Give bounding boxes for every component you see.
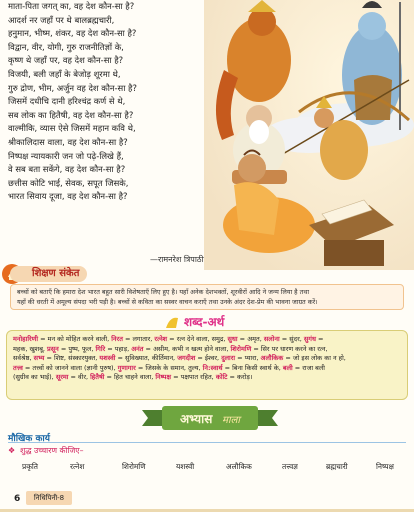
glossary-meaning: = लगातार, [122,335,155,343]
poem-line: आदर्श नर जहाँ पर थे बालब्रह्मचारी, [8,14,115,25]
glossary-meaning: = हित चाहने वाला, [104,373,156,381]
glossary-line [13,354,401,364]
glossary-meaning: = पक्षपात रहित, [171,373,216,381]
glossary-word: नि:स्वार्थ [202,363,223,372]
glossary-meaning: महक, खुशबू, [13,344,48,353]
glossary-meaning: = ईश्वर, [195,354,222,362]
shikshan-sanket-title: शिक्षण संकेत [10,266,87,282]
glossary-meaning: = [315,335,324,343]
poem-author: —रामनरेश त्रिपाठी [150,255,204,264]
glossary-meaning: = असीम, कभी न खत्म होने वाला, [143,344,231,353]
poem-line: हनुमान, भीष्म, शंकर, वह देश कौन-सा है? [8,28,137,39]
poem-line: विद्वान, वीर, योगी, गुरु राजनीतिज्ञों के, [8,41,124,52]
glossary-meaning: = अमृत, [237,335,264,343]
shabd-arth-heading [162,312,262,330]
question-label: शुद्ध उच्चारण कीजिए– [20,446,84,455]
glossary-word: रत्नेश [154,335,168,343]
glossary-meaning: (सुग्रीव का भाई), [13,373,56,381]
glossary-meaning: = सुविख्यात, कीर्तिमान, [115,354,178,362]
glossary-word: निष्पक्ष [155,373,172,381]
poem-line: निष्पक्ष न्यायकारी जन जो पढ़े-लिखे हैं, [8,150,124,161]
glossary-word: निरत [111,335,123,343]
shabd-arth-box [6,330,408,400]
glossary-meaning: = प्यारा, [235,354,261,362]
glossary-word: सभ्य [33,354,45,362]
glossary-meaning: = पहाड़, [105,344,132,353]
glossary-line [13,335,401,345]
shikshan-line: यहाँ की धरती में अमूल्य संपदा भरी पड़ी है। बच्चों से कविता का सस्वर वाचन कराएँ तथा उनके अंदर देश-प्रेम की भावना जाग्रत करें। [17,297,318,306]
glossary-meaning: = जिसके के समान, तुल्य, [135,363,203,372]
poem-line: छत्तीस कोटि भाई, सेवक, सपूत जिसके, [8,177,129,188]
glossary-meaning: = मन को मोहित करने वाली, [38,335,112,343]
glossary-word: बली [282,363,293,372]
glossary-word: मनोहारिणी [13,335,39,343]
glossary-word: अनंत [131,344,144,353]
glossary-meaning: = राजा बली [292,363,325,372]
glossary-word: कोटि [215,373,228,381]
glossary-word: सलोना [263,335,280,343]
poem-line: सब लोक का हितैषी, वह देश कौन-सा है? [8,109,134,120]
glossary-meaning: = रत्न देने वाला, समुद्र, [167,335,228,343]
poem-line: वे सब बता सकेंगे, वह देश कौन-सा है? [8,164,126,175]
glossary-word: अलौकिक [260,354,284,362]
pronounce-word: रत्नेश [70,462,85,471]
poem-line: भारत सिवाय दूजा, वह देश कौन-सा है? [8,191,128,202]
pronounce-word: अलौकिक [226,462,252,471]
poem-line: कृष्ण थे जहाँ पर, वह देश कौन-सा है? [8,55,124,66]
page-number: 6 [14,494,21,504]
pronounce-word: तत्त्वज्ञ [282,462,298,471]
heroes-illustration [204,0,414,270]
svg-text:अभ्यास: अभ्यास [180,412,213,426]
glossary-meaning: = जो इस लोक का न हो, [283,354,346,362]
pronounce-word: यशस्वी [176,462,195,471]
maukhik-heading: मौखिक कार्य [8,434,50,444]
pencil-icon [166,318,178,328]
pronounce-word: प्रकृति [22,462,39,471]
poem-line: जिसमें दधीचि दानी हरिश्चंद्र कर्ण से थे, [8,96,126,107]
glossary-meaning: = करोड़। [227,373,253,381]
poem-line: माता-पिता जगत् का, वह देश कौन-सा है? [8,1,135,11]
poem-line: श्रीकालिदास वाला, वह देश कौन-सा है? [8,136,128,147]
pronounce-word: ब्रह्मचारी [326,462,348,471]
bullet-icon: ❖ [8,446,16,455]
poem-line: विजयी, बली जहाँ के बेजोड़ शूरमा थे, [8,68,121,79]
glossary-word: जगदीश [177,354,196,362]
glossary-word: गिरि [95,344,106,353]
poem-line: वाल्मीकि, व्यास ऐसे जिसमें महान कवि थे, [8,123,136,134]
glossary-meaning: = शिष्ट, संस्कारयुक्त, [44,354,100,362]
glossary-meaning: = वीर, [68,373,91,381]
pronounce-word: शिरोमणि [122,462,146,471]
shikshan-line: बच्चों को बताएँ कि हमारा देश भारत बहुत सारी विशेषताएँ लिए हुए है। यहाँ अनेक देशभक्तों, शूरवीरों आदि ने जन्म लिया है तथा [17,288,309,296]
shabd-arth-title: शब्द-अर्थ [184,315,225,329]
glossary-meaning: = तत्त्वों को जानने वाला (ज्ञानी पुरुष), [22,363,118,372]
poem [8,0,214,204]
glossary-word: हितैषी [90,373,105,381]
pronounce-word: निष्पक्ष [376,462,394,471]
glossary-word: सूरमा [55,373,69,381]
glossary-word: सुधा [227,335,238,343]
abhyas-mala-banner [140,404,280,432]
shikshan-sanket-box [10,284,404,310]
glossary-word: गुणागार [117,363,136,372]
glossary-word: सुगंध [303,335,316,343]
glossary-line [13,373,401,383]
glossary-meaning: = सुंदर, [279,335,304,343]
glossary-word: दुलारा [221,354,236,362]
svg-text:माला: माला [222,415,240,426]
glossary-word: यशस्वी [99,354,116,362]
glossary-word: प्रसून [47,344,59,353]
glossary-meaning: = बिना किसी स्वार्थ के, [222,363,283,372]
glossary-meaning: = पुष्प, फूल, [58,344,96,353]
poem-line: गुरु द्रोण, भीम, अर्जुन वह देश कौन-सा है? [8,82,137,93]
glossary-meaning: सर्वश्रेष्ठ, [13,354,34,362]
glossary-word: शिरोमणि [230,344,252,353]
glossary-meaning: = सिर पर धारण करने का रत्न, [251,344,328,353]
divider [8,442,406,443]
glossary-line [13,364,401,374]
glossary-line [13,345,401,355]
glossary-word: तत्त्व [13,363,23,372]
book-title: निधिपिनी-8 [26,491,72,505]
